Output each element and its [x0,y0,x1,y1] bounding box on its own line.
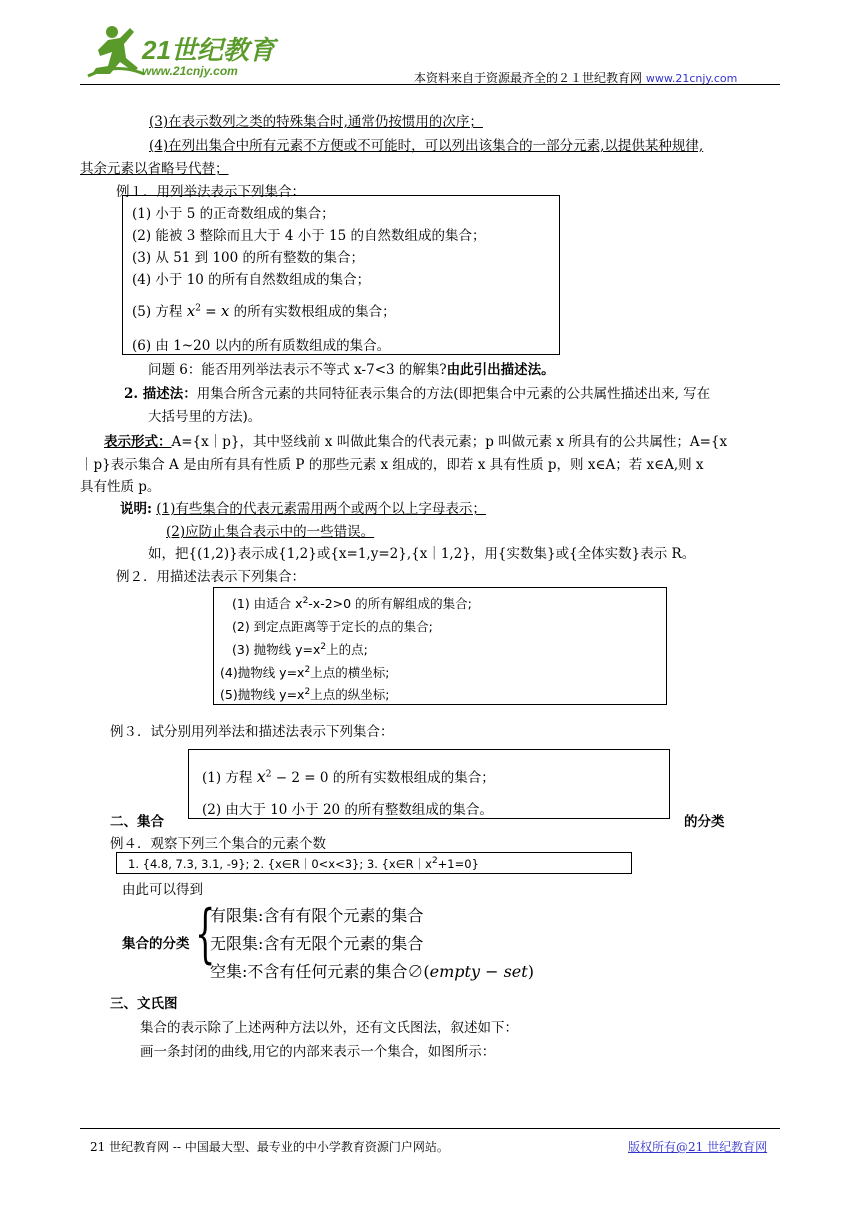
ex1-item-4: (4) 小于 10 的所有自然数组成的集合； [132,272,371,288]
ex2-item-1 [232,594,472,612]
classify-brace: { [195,897,216,971]
ex2-item-4 [220,663,389,681]
ex2-item-5-b: 上点的纵坐标; [310,687,390,702]
ex2-item-1-b: -x-2>0 的所有解组成的集合; [308,596,472,611]
note-2: (2)应防止集合表示中的一些错误。 [166,524,375,540]
ex2-sup-3: 2 [320,641,327,652]
form-line-3: 具有性质 p。 [80,479,161,495]
ex2-sup-4: 2 [304,664,311,675]
ex2-item-5-a: (5)抛物线 y=x [220,687,305,702]
ex4-sup: 2 [431,856,438,867]
ex1-item-5: (5) 方程 $x^2 = x$ 的所有实数根组成的集合； [132,302,396,320]
classify-empty-i: empty − set [429,962,528,981]
form-label: 表示形式： [104,434,172,450]
ex2-item-3 [232,640,368,658]
ex2-item-3-b: 上的点; [326,642,368,657]
section-2-left: 二、集合 [110,814,164,830]
ex2-item-3-a: (3) 抛物线 y=x [232,642,321,657]
ex1-item-5-b: 的所有实数根组成的集合； [233,304,396,320]
classify-finite: 有限集:含有有限个元素的集合 [210,906,424,925]
ex1-item-3: (3) 从 51 到 100 的所有整数的集合； [132,250,365,266]
ex3-title: 例３．试分别用列举法和描述法表示下列集合： [110,724,394,740]
header-source-link[interactable]: www.21cnjy.com [645,72,738,85]
header-rule [80,84,780,85]
classify-infinite: 无限集:含有无限个元素的集合 [210,934,424,953]
ex4-box-end: +1=0} [437,857,479,871]
ex2-item-4-b: 上点的横坐标; [310,665,390,680]
section-3-title: 三、文氏图 [110,996,178,1012]
runner-logo-icon [86,22,146,80]
footer-right-link[interactable]: 版权所有@21 世纪教育网 [628,1140,768,1154]
question-6-bold: 由此引出描述法。 [446,362,555,378]
ex3-item-2: (2) 由大于 10 小于 20 的所有整数组成的集合。 [202,802,493,818]
ex3-item-1-a: (1) 方程 [202,770,253,786]
note-example: 如，把{(1,2)}表示成{1,2}或{x=1,y=2},{x｜1,2}，用{实数集}或{全体实数}表示 R。 [148,546,696,562]
ex4-box-text [128,856,479,872]
footer-left: 21 世纪教育网 -- 中国最大型、最专业的中小学教育资源门户网站。 [90,1140,449,1154]
ex4-title: 例４．观察下列三个集合的元素个数 [110,836,326,852]
section-3-p1: 集合的表示除了上述两种方法以外，还有文氏图法，叙述如下： [140,1020,518,1036]
classify-empty-end: ) [527,962,534,981]
ex2-title: 例２．用描述法表示下列集合： [116,569,305,585]
classify-empty [210,959,534,982]
ex2-item-2: (2) 到定点距离等于定长的点的集合; [232,619,433,634]
note-label: 说明: [120,501,152,517]
logo-text: 21世纪教育 [142,35,275,65]
question-6 [148,358,555,378]
section-3-p2: 画一条封闭的曲线,用它的内部来表示一个集合，如图所示： [140,1044,496,1060]
classify-label: 集合的分类 [122,936,190,952]
rule-4b: 其余元素以省略号代替； [80,161,229,177]
desc-line-1 [124,382,710,402]
ex2-item-1-a: (1) 由适合 x [232,596,303,611]
ex3-item-1-b: 的所有实数根组成的集合； [332,770,495,786]
note-line-1 [120,497,486,517]
ex4-after: 由此可以得到 [122,882,203,898]
desc-label: 2. 描述法： [124,386,197,402]
note-1: (1)有些集合的代表元素需用两个或两个以上字母表示； [156,501,486,517]
desc-line-2: 大括号里的方法)。 [148,409,262,425]
rule-4a: (4)在列出集合中所有元素不方便或不可能时，可以列出该集合的一部分元素,以提供某种规律, [149,138,704,154]
header-source-text: 本资料来自于资源最齐全的２１世纪教育网 [414,71,643,85]
ex3-item-1: (1) 方程 $x^2 - 2 = 0$ 的所有实数根组成的集合； [202,767,495,786]
question-6-text: 问题 6：能否用列举法表示不等式 x-7<3 的解集? [148,362,447,378]
ex1-title: 例１．用列举法表示下列集合： [116,184,305,200]
logo-url: www.21cnjy.com [142,64,238,78]
classify-empty-a: 空集:不含有任何元素的集合∅( [210,962,430,981]
ex2-sup-5: 2 [304,686,311,697]
rule-3: (3)在表示数列之类的特殊集合时,通常仍按惯用的次序； [149,114,483,130]
logo[interactable] [86,22,286,82]
ex2-sup-1: 2 [302,595,309,606]
ex1-item-2: (2) 能被 3 整除而且大于 4 小于 15 的自然数组成的集合； [132,228,486,244]
ex4-box-main: 1. {4.8, 7.3, 3.1, -9}; 2. {x∈R｜0<x<3}; 3. {x∈R｜x [128,857,432,871]
ex2-item-5 [220,685,389,703]
ex1-item-6: (6) 由 1~20 以内的所有质数组成的集合。 [132,338,391,354]
ex2-item-4-a: (4)抛物线 y=x [220,665,305,680]
desc-text-1: 用集合所含元素的共同特征表示集合的方法(即把集合中元素的公共属性描述出来, 写在 [196,386,711,402]
form-line-1 [104,430,727,450]
ex1-item-1: (1) 小于 5 的正奇数组成的集合； [132,206,335,222]
section-2-right: 的分类 [684,814,725,830]
footer-rule [80,1128,780,1129]
form-line-2: ｜p}表示集合 A 是由所有具有性质 P 的那些元素 x 组成的，即若 x 具有性质 p，则 x∈A；若 x∈A,则 x [80,457,704,473]
form-text-1: A={x｜p}，其中竖线前 x 叫做此集合的代表元素；p 叫做元素 x 所具有的公共属性；A={x [171,434,728,450]
ex1-item-5-a: (5) 方程 [132,304,183,320]
